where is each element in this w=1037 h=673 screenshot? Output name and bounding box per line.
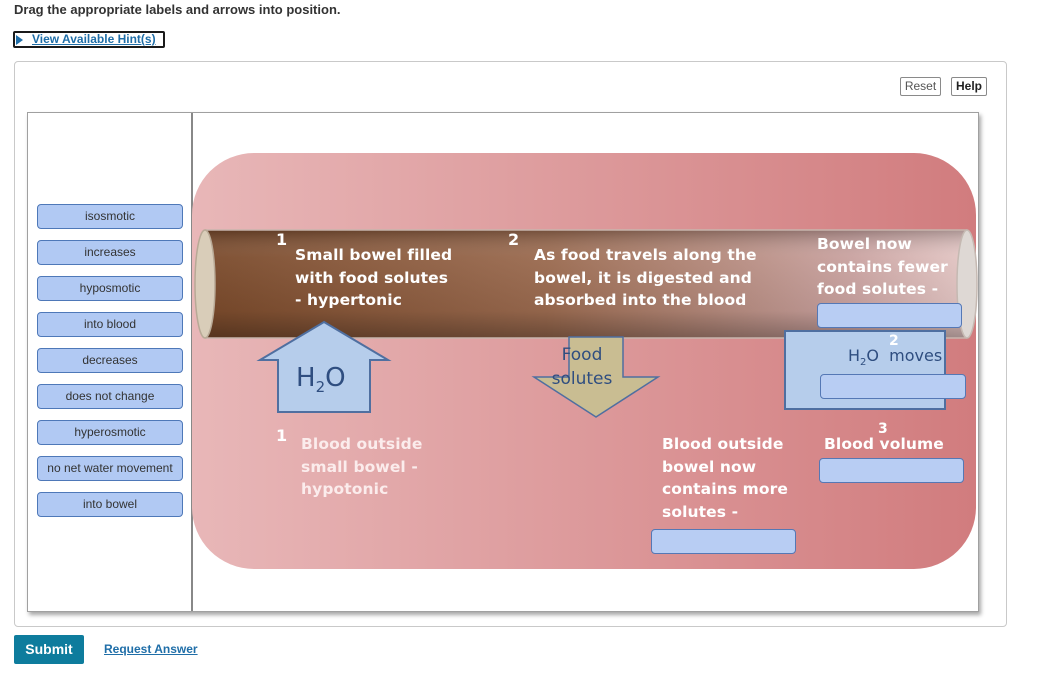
blood-text-2: Blood outside bowel now contains more solutes - [662, 435, 788, 521]
label-no-net-water-movement[interactable]: no net water movement [37, 456, 183, 481]
expand-triangle-icon [16, 35, 23, 45]
drop-target-blood-solutes[interactable] [651, 529, 796, 554]
tube-text-1: Small bowel filled with food solutes - hypertonic [295, 246, 453, 309]
label-hyperosmotic[interactable]: hyperosmotic [37, 420, 183, 445]
drag-drop-workspace [27, 112, 979, 612]
reset-button[interactable]: Reset [900, 77, 941, 96]
blood-step-number-1: 1 [276, 426, 288, 445]
help-button[interactable]: Help [951, 77, 987, 96]
tube-step-number-1: 1 [276, 230, 288, 249]
label-bank [28, 113, 193, 611]
label-isosmotic[interactable]: isosmotic [37, 204, 183, 229]
label-increases[interactable]: increases [37, 240, 183, 265]
box-step-number-2: 2 [889, 333, 899, 349]
label-into-bowel[interactable]: into bowel [37, 492, 183, 517]
view-hints-label: View Available Hint(s) [32, 32, 156, 46]
label-hyposmotic[interactable]: hyposmotic [37, 276, 183, 301]
drop-target-blood-volume[interactable] [819, 458, 964, 483]
activity-panel [14, 61, 1007, 627]
label-decreases[interactable]: decreases [37, 348, 183, 373]
submit-button[interactable]: Submit [14, 635, 84, 664]
tube-step-number-2: 2 [508, 230, 520, 249]
water-moves-label: $H_2O$ moves [848, 346, 943, 369]
label-into-blood[interactable]: into blood [37, 312, 183, 337]
tube-text-2: As food travels along the bowel, it is digested and absorbed into the blood [534, 246, 757, 309]
blood-step-number-3: 3 [878, 421, 888, 437]
label-does-not-change[interactable]: does not change [37, 384, 183, 409]
view-hints-button[interactable] [13, 31, 165, 48]
request-answer-link[interactable]: Request Answer [104, 642, 198, 656]
drop-target-bowel-solutes[interactable] [817, 303, 962, 328]
tube-text-3: Bowel now contains fewer food solutes - [817, 235, 948, 298]
blood-text-1: Blood outside small bowel - hypotonic [301, 435, 423, 498]
instructions: Drag the appropriate labels and arrows into position. [14, 2, 341, 17]
blood-volume-label: Blood volume [824, 435, 944, 453]
water-arrow-label: $H_2O$ [296, 363, 346, 397]
food-arrow-label: Food solutes [551, 345, 613, 389]
bowel-blood-diagram [192, 150, 978, 570]
drop-target-water-moves[interactable] [820, 374, 966, 399]
